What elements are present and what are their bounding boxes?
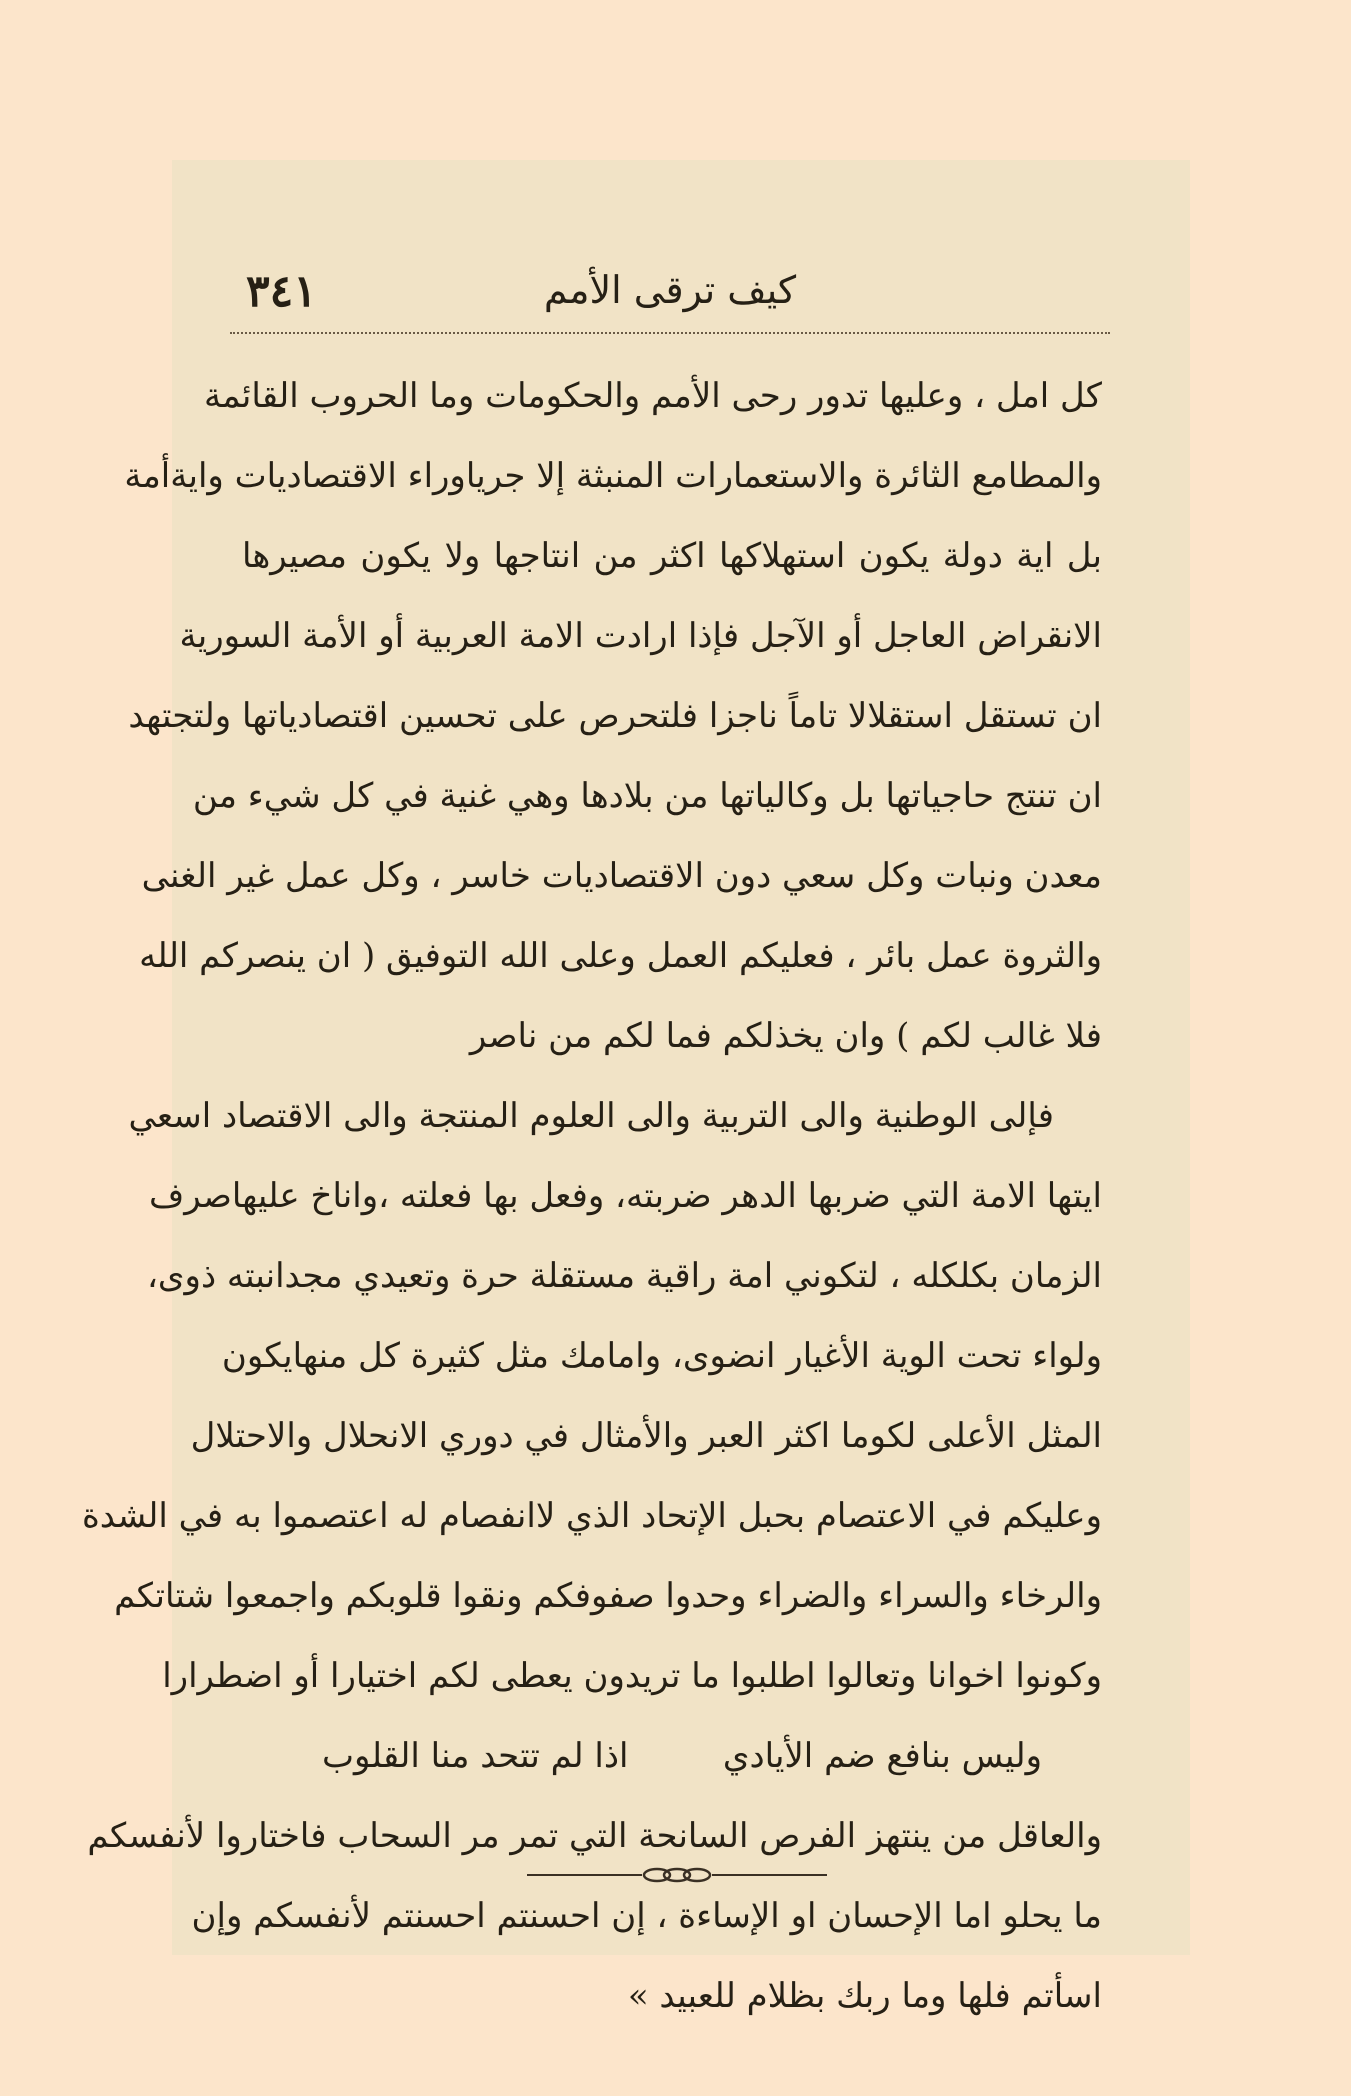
text-line: ايتها الامة التي ضربها الدهر ضربته، وفعل بها فعلته ،واناخ عليهاصرف xyxy=(148,1176,1102,1216)
page-header xyxy=(230,260,1110,330)
header-divider xyxy=(230,332,1110,334)
text-line: والمطامع الثائرة والاستعمارات المنبثة إلا جرياوراء الاقتصاديات وايةأمة xyxy=(124,456,1102,496)
paragraph-block xyxy=(81,356,1102,1716)
text-line: فلا غالب لكم ) وان يخذلكم فما لكم من ناصر xyxy=(469,1016,1102,1056)
text-line: ان تستقل استقلالا تاماً ناجزا فلتحرص على تحسين اقتصادياتها ولتجتهد xyxy=(128,696,1102,736)
text-line: اسأتم فلها وما ربك بظلام للعبيد » xyxy=(627,1976,1102,2016)
text-line: كل امل ، وعليها تدور رحى الأمم والحكومات وما الحروب القائمة xyxy=(204,376,1102,416)
closing-paragraph xyxy=(87,1796,1102,2036)
text-line: ان تنتج حاجياتها بل وكالياتها من بلادها وهي غنية في كل شيء من xyxy=(192,776,1102,816)
body-text xyxy=(81,356,1102,2036)
text-line: وعليكم في الاعتصام بحبل الإتحاد الذي لاانفصام له اعتصموا به في الشدة xyxy=(81,1496,1102,1536)
text-line: والعاقل من ينتهز الفرص السانحة التي تمر مر السحاب فاختاروا لأنفسكم xyxy=(87,1816,1102,1856)
text-line: معدن ونبات وكل سعي دون الاقتصاديات خاسر ، وكل عمل غير الغنى xyxy=(141,856,1102,896)
verse-second-hemistich: اذا لم تتحد منا القلوب xyxy=(322,1736,629,1776)
verse-first-hemistich: وليس بنافع ضم الأيادي xyxy=(722,1736,1042,1776)
text-line: بل اية دولة يكون استهلاكها اكثر من انتاجها ولا يكون مصيرها xyxy=(242,536,1102,576)
text-line: ما يحلو اما الإحسان او الإساءة ، إن احسنتم احسنتم لأنفسكم وإن xyxy=(191,1896,1102,1936)
text-line: وكونوا اخوانا وتعالوا اطلبوا ما تريدون يعطى لكم اختيارا أو اضطرارا xyxy=(162,1656,1102,1696)
text-line: المثل الأعلى لكوما اكثر العبر والأمثال في دوري الانحلال والاحتلال xyxy=(190,1416,1102,1456)
book-page xyxy=(81,160,1190,2016)
text-line: والرخاء والسراء والضراء وحدوا صفوفكم ونقوا قلوبكم واجمعوا شتاتكم xyxy=(114,1576,1102,1616)
verse-line xyxy=(242,1716,1102,1796)
text-line: ولواء تحت الوية الأغيار انضوى، وامامك مثل كثيرة كل منهايكون xyxy=(221,1336,1102,1376)
page-number: ٣٤١ xyxy=(246,266,317,317)
running-title: كيف ترقى الأمم xyxy=(543,268,797,312)
text-line: فإلى الوطنية والى التربية والى العلوم المنتجة والى الاقتصاد اسعي xyxy=(128,1096,1054,1136)
text-line: الزمان بكلكله ، لتكوني امة راقية مستقلة حرة وتعيدي مجدانبته ذوى، xyxy=(146,1256,1102,1296)
text-line: الانقراض العاجل أو الآجل فإذا ارادت الامة العربية أو الأمة السورية xyxy=(179,616,1102,656)
text-line: والثروة عمل بائر ، فعليكم العمل وعلى الله التوفيق ( ان ينصركم الله xyxy=(139,936,1102,976)
end-ornament xyxy=(527,1865,827,1885)
